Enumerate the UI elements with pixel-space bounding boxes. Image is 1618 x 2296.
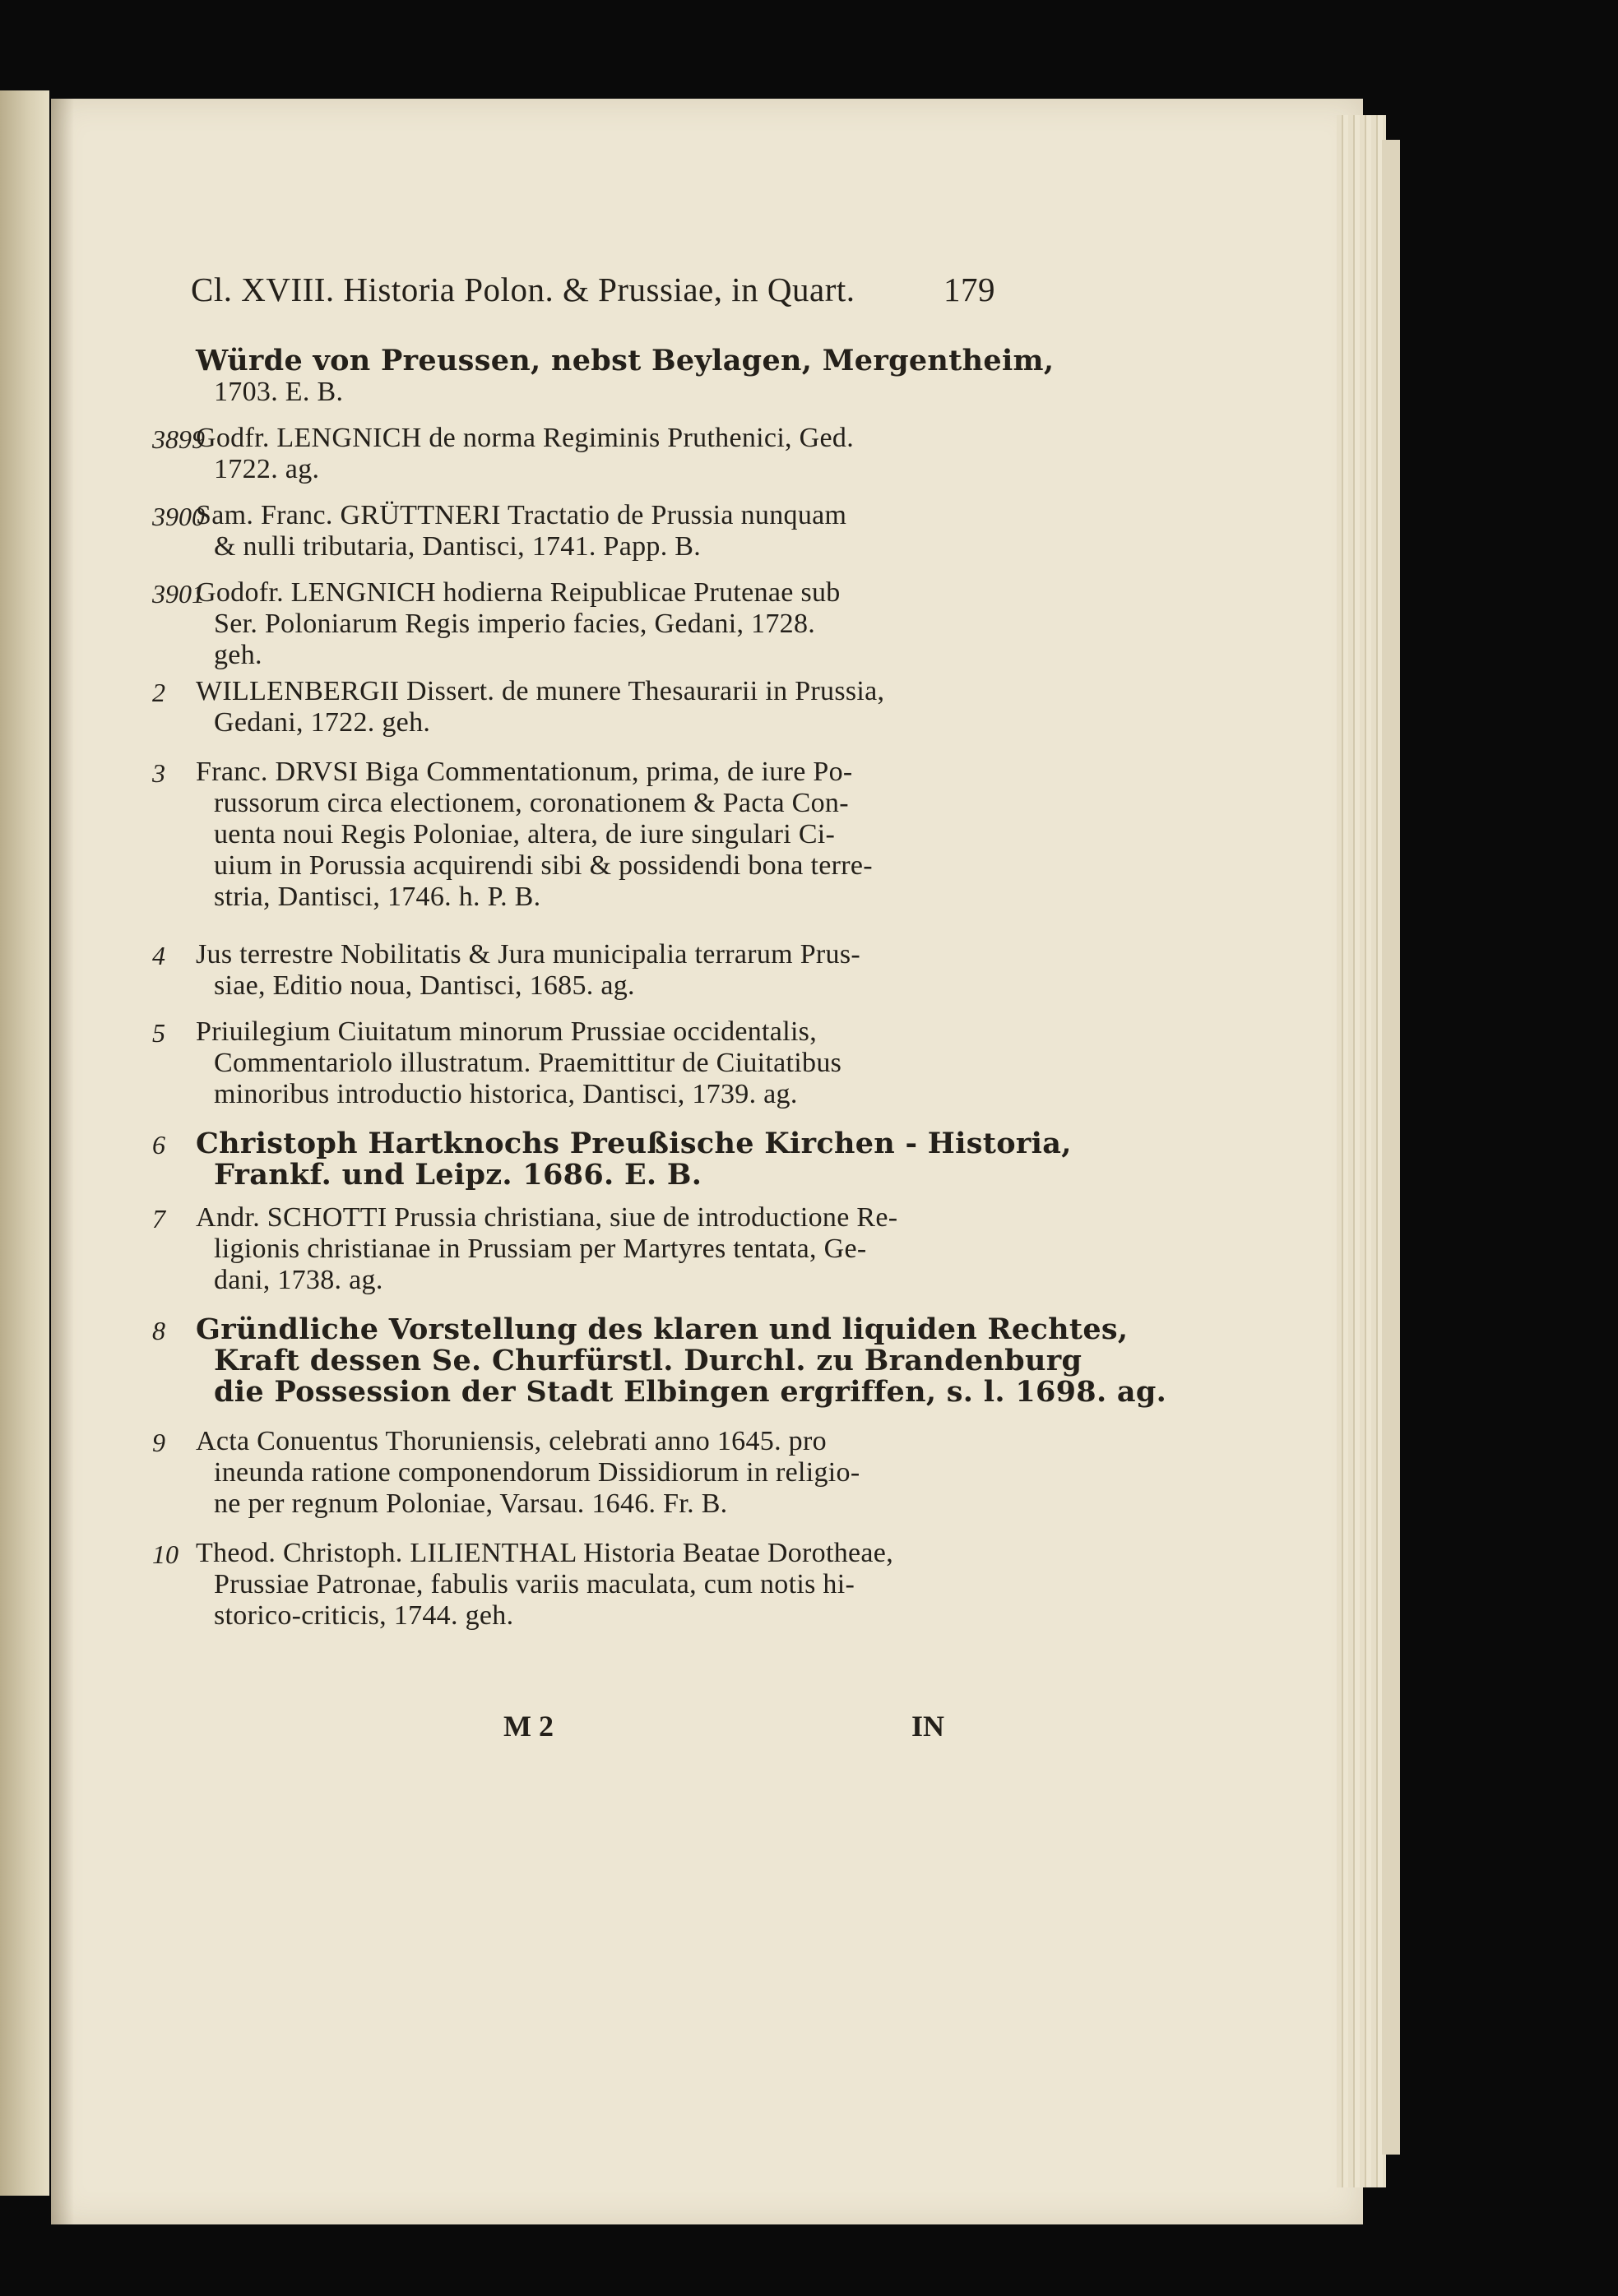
entry-number: 4 <box>152 941 165 970</box>
entry-line: Ser. Poloniarum Regis imperio facies, Gedani, 1728. <box>214 609 816 639</box>
entry-line: ineunda ratione componendorum Dissidiorum in religio- <box>214 1457 860 1488</box>
entry-line: Priuilegium Ciuitatum minorum Prussiae occidentalis, <box>196 1016 818 1047</box>
entry-number: 8 <box>152 1316 165 1345</box>
entry-line: Andr. SCHOTTI Prussia christiana, siue de introductione Re- <box>196 1202 898 1233</box>
entry-line: minoribus introductio historica, Dantisci, 1739. ag. <box>214 1079 798 1109</box>
entry-line: die Possession der Stadt Elbingen ergriffen, s. l. 1698. ag. <box>214 1375 1167 1409</box>
entry-line: Acta Conuentus Thoruniensis, celebrati anno 1645. pro <box>196 1426 827 1456</box>
entry-number: 7 <box>152 1204 165 1234</box>
entry-line: Gedani, 1722. geh. <box>214 707 431 738</box>
entry-line: Kraft dessen Se. Churfürstl. Durchl. zu Brandenburg <box>214 1344 1083 1377</box>
entry-line: dani, 1738. ag. <box>214 1265 383 1295</box>
entry-line: Godfr. LENGNICH de norma Regiminis Pruthenici, Ged. <box>196 423 855 453</box>
facing-page-edge <box>0 90 49 2196</box>
entry-line: Sam. Franc. GRÜTTNERI Tractatio de Prussia nunquam <box>196 500 847 530</box>
entry-line: Commentariolo illustratum. Praemittitur de Ciuitatibus <box>214 1048 842 1078</box>
entry-number: 5 <box>152 1018 165 1048</box>
entry-line: siae, Editio noua, Dantisci, 1685. ag. <box>214 970 635 1001</box>
entry-number: 10 <box>152 1539 178 1569</box>
entry-number: 2 <box>152 678 165 707</box>
entry-line: & nulli tributaria, Dantisci, 1741. Papp. B. <box>214 531 702 562</box>
entry-number: 3900 <box>152 502 205 531</box>
entry-line: Franc. DRVSI Biga Commentationum, prima, de iure Po- <box>196 757 853 787</box>
running-title: Cl. XVIII. Historia Polon. & Prussiae, in Quart. <box>191 271 855 308</box>
entry-line: stria, Dantisci, 1746. h. P. B. <box>214 882 541 912</box>
entry-line: 1703. E. B. <box>214 377 344 407</box>
entry-line: Würde von Preussen, nebst Beylagen, Mergentheim, <box>196 344 1055 377</box>
entry-line: Prussiae Patronae, fabulis variis maculata, cum notis hi- <box>214 1569 855 1599</box>
entry-number: 9 <box>152 1428 165 1457</box>
entry-line: Christoph Hartknochs Preußische Kirchen - Historia, <box>196 1127 1072 1160</box>
catchword: IN <box>911 1710 945 1743</box>
entry-line: 1722. ag. <box>214 454 320 484</box>
entry-line: Frankf. und Leipz. 1686. E. B. <box>214 1158 702 1192</box>
entry-number: 6 <box>152 1130 165 1160</box>
entry-line: uenta noui Regis Poloniae, altera, de iure singulari Ci- <box>214 819 836 849</box>
entry-line: storico-criticis, 1744. geh. <box>214 1600 514 1631</box>
entry-line: geh. <box>214 640 262 670</box>
entry-line: Jus terrestre Nobilitatis & Jura municipalia terrarum Prus- <box>196 939 861 970</box>
signature-mark: M 2 <box>503 1710 554 1743</box>
entry-line: WILLENBERGII Dissert. de munere Thesaurarii in Prussia, <box>196 676 885 706</box>
entry-line: ne per regnum Poloniae, Varsau. 1646. Fr. B. <box>214 1488 728 1519</box>
entry-line: russorum circa electionem, coronationem & Pacta Con- <box>214 788 849 818</box>
page-stack-edge <box>1337 115 1386 2187</box>
entry-line: ligionis christianae in Prussiam per Martyres tentata, Ge- <box>214 1234 867 1264</box>
entry-line: Gründliche Vorstellung des klaren und liquiden Rechtes, <box>196 1312 1129 1346</box>
entry-number: 3901 <box>152 579 205 609</box>
entry-number: 3 <box>152 758 165 788</box>
entry-line: uium in Porussia acquirendi sibi & possidendi bona terre- <box>214 850 873 881</box>
entry-number: 3899 <box>152 424 205 454</box>
page-stack-edge-outer <box>1382 140 1400 2155</box>
running-header <box>191 270 995 309</box>
gutter-shadow <box>51 99 74 2224</box>
entry-line: Godofr. LENGNICH hodierna Reipublicae Prutenae sub <box>196 577 841 608</box>
entry-line: Theod. Christoph. LILIENTHAL Historia Beatae Dorotheae, <box>196 1538 893 1568</box>
page-number: 179 <box>943 271 995 308</box>
